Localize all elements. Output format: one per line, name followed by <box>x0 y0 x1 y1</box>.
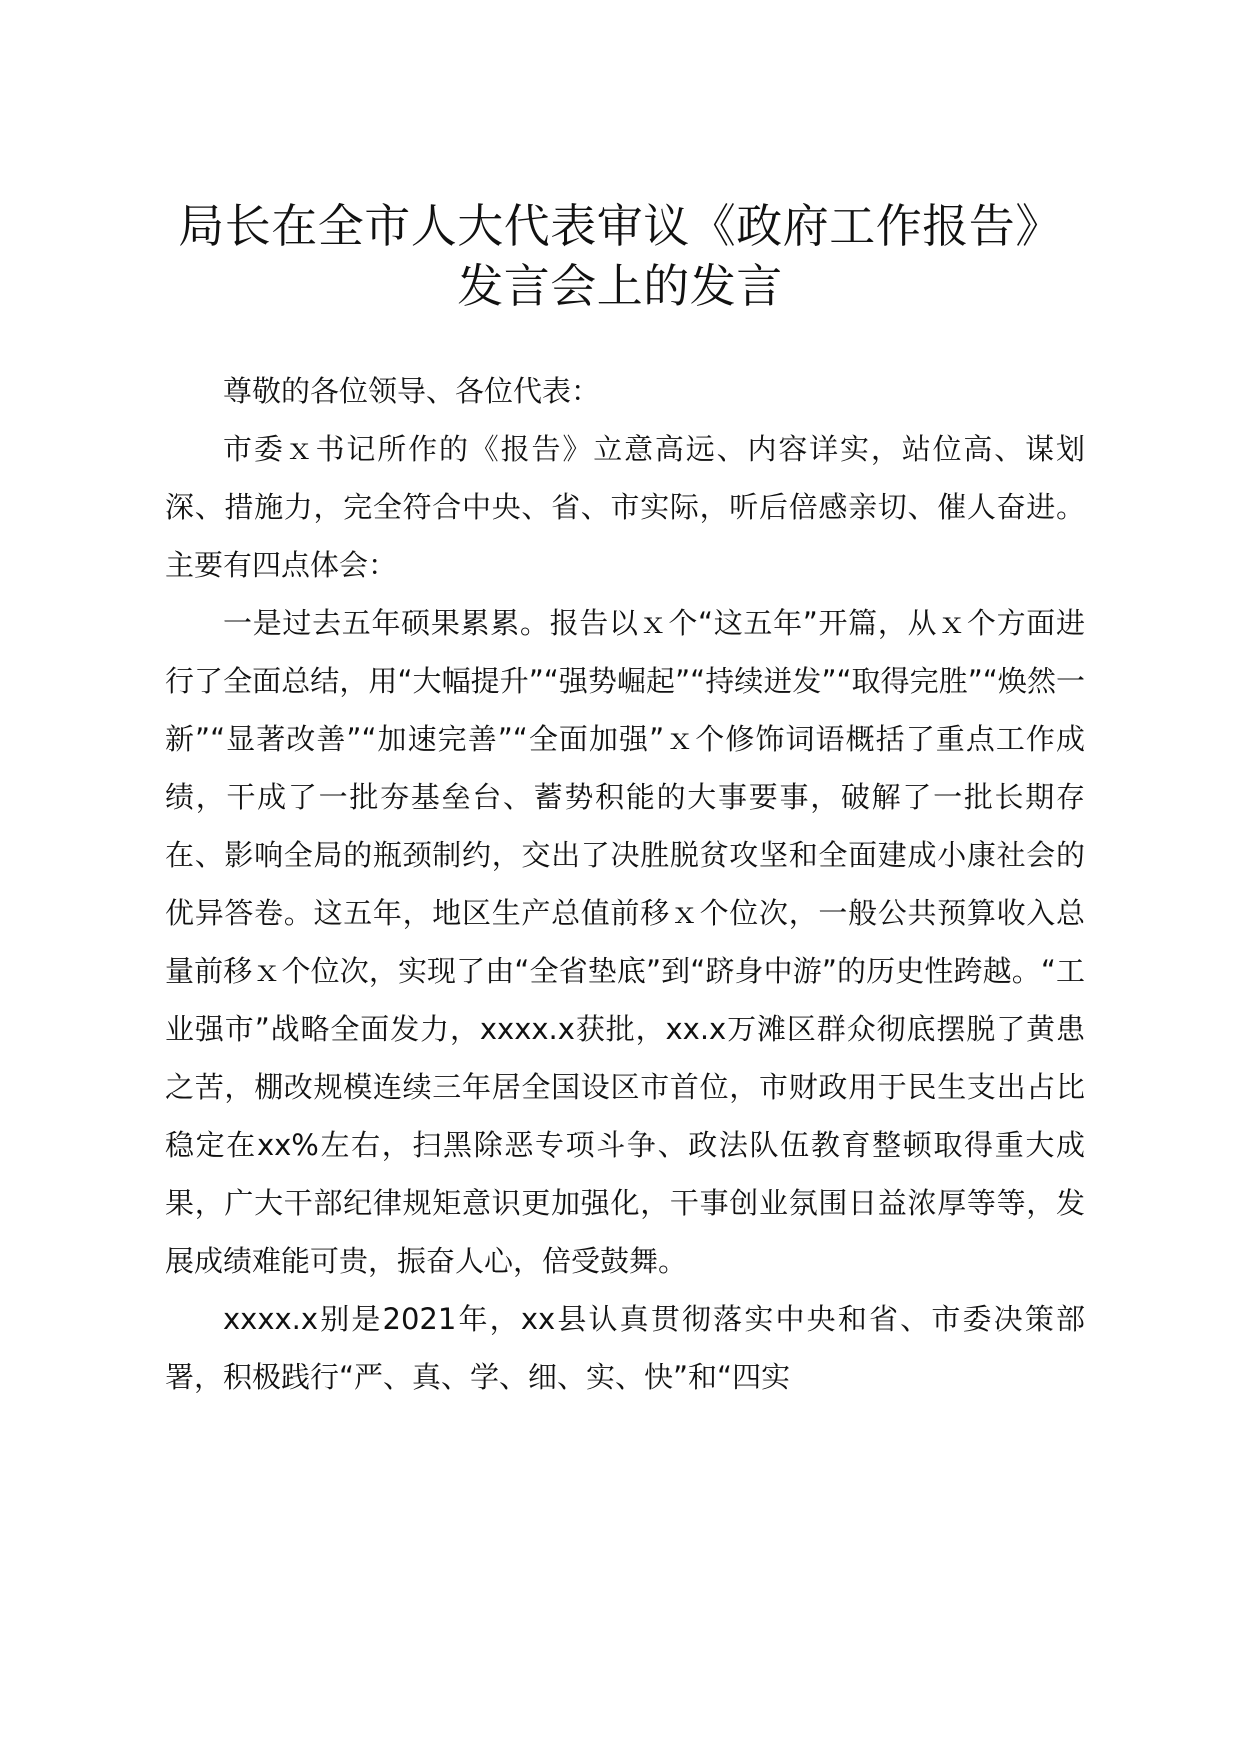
document-title <box>150 196 1090 316</box>
paragraph-2021: xxxx.x别是2021年，xx县认真贯彻落实中央和省、市委决策部署，积极践行“严、真、学、细、实、快”和“四实 <box>165 1302 1085 1394</box>
title-line-1: 局长在全市人大代表审议《政府工作报告》 <box>178 199 1062 253</box>
salutation: 尊敬的各位领导、各位代表： <box>223 374 601 408</box>
paragraph-first-point: 一是过去五年硕果累累。报告以ｘ个“这五年”开篇，从ｘ个方面进行了全面总结，用“大幅提升”“强势崛起”“持续迸发”“取得完胜”“焕然一新”“显著改善”“加速完善”“全面加强”ｘ个修饰词语概括了重点工作成绩，干成了一批夯基垒台、蓄势积能的大事要事，破解了一批长期存在、影响全局的瓶颈制约，交出了决胜脱贫攻坚和全面建成小康社会的优异答卷。这五年，地区生产总值前移ｘ个位次，一般公共预算收入总量前移ｘ个位次，实现了由“全省垫底”到“跻身中游”的历史性跨越。“工业强市”战略全面发力，xxxx.x获批，xx.x万滩区群众彻底摆脱了黄患之苦，棚改规模连续三年居全国设区市首位，市财政用于民生支出占比稳定在xx%左右，扫黑除恶专项斗争、政法队伍教育整顿取得重大成果，广大干部纪律规矩意识更加强化，干事创业氛围日益浓厚等等，发展成绩难能可贵，振奋人心，倍受鼓舞。 <box>165 606 1085 1278</box>
document-body <box>165 362 1085 1406</box>
title-line-2: 发言会上的发言 <box>457 259 783 313</box>
paragraph-intro: 市委ｘ书记所作的《报告》立意高远、内容详实，站位高、谋划深、措施力，完全符合中央、省、市实际，听后倍感亲切、催人奋进。主要有四点体会： <box>165 432 1085 582</box>
